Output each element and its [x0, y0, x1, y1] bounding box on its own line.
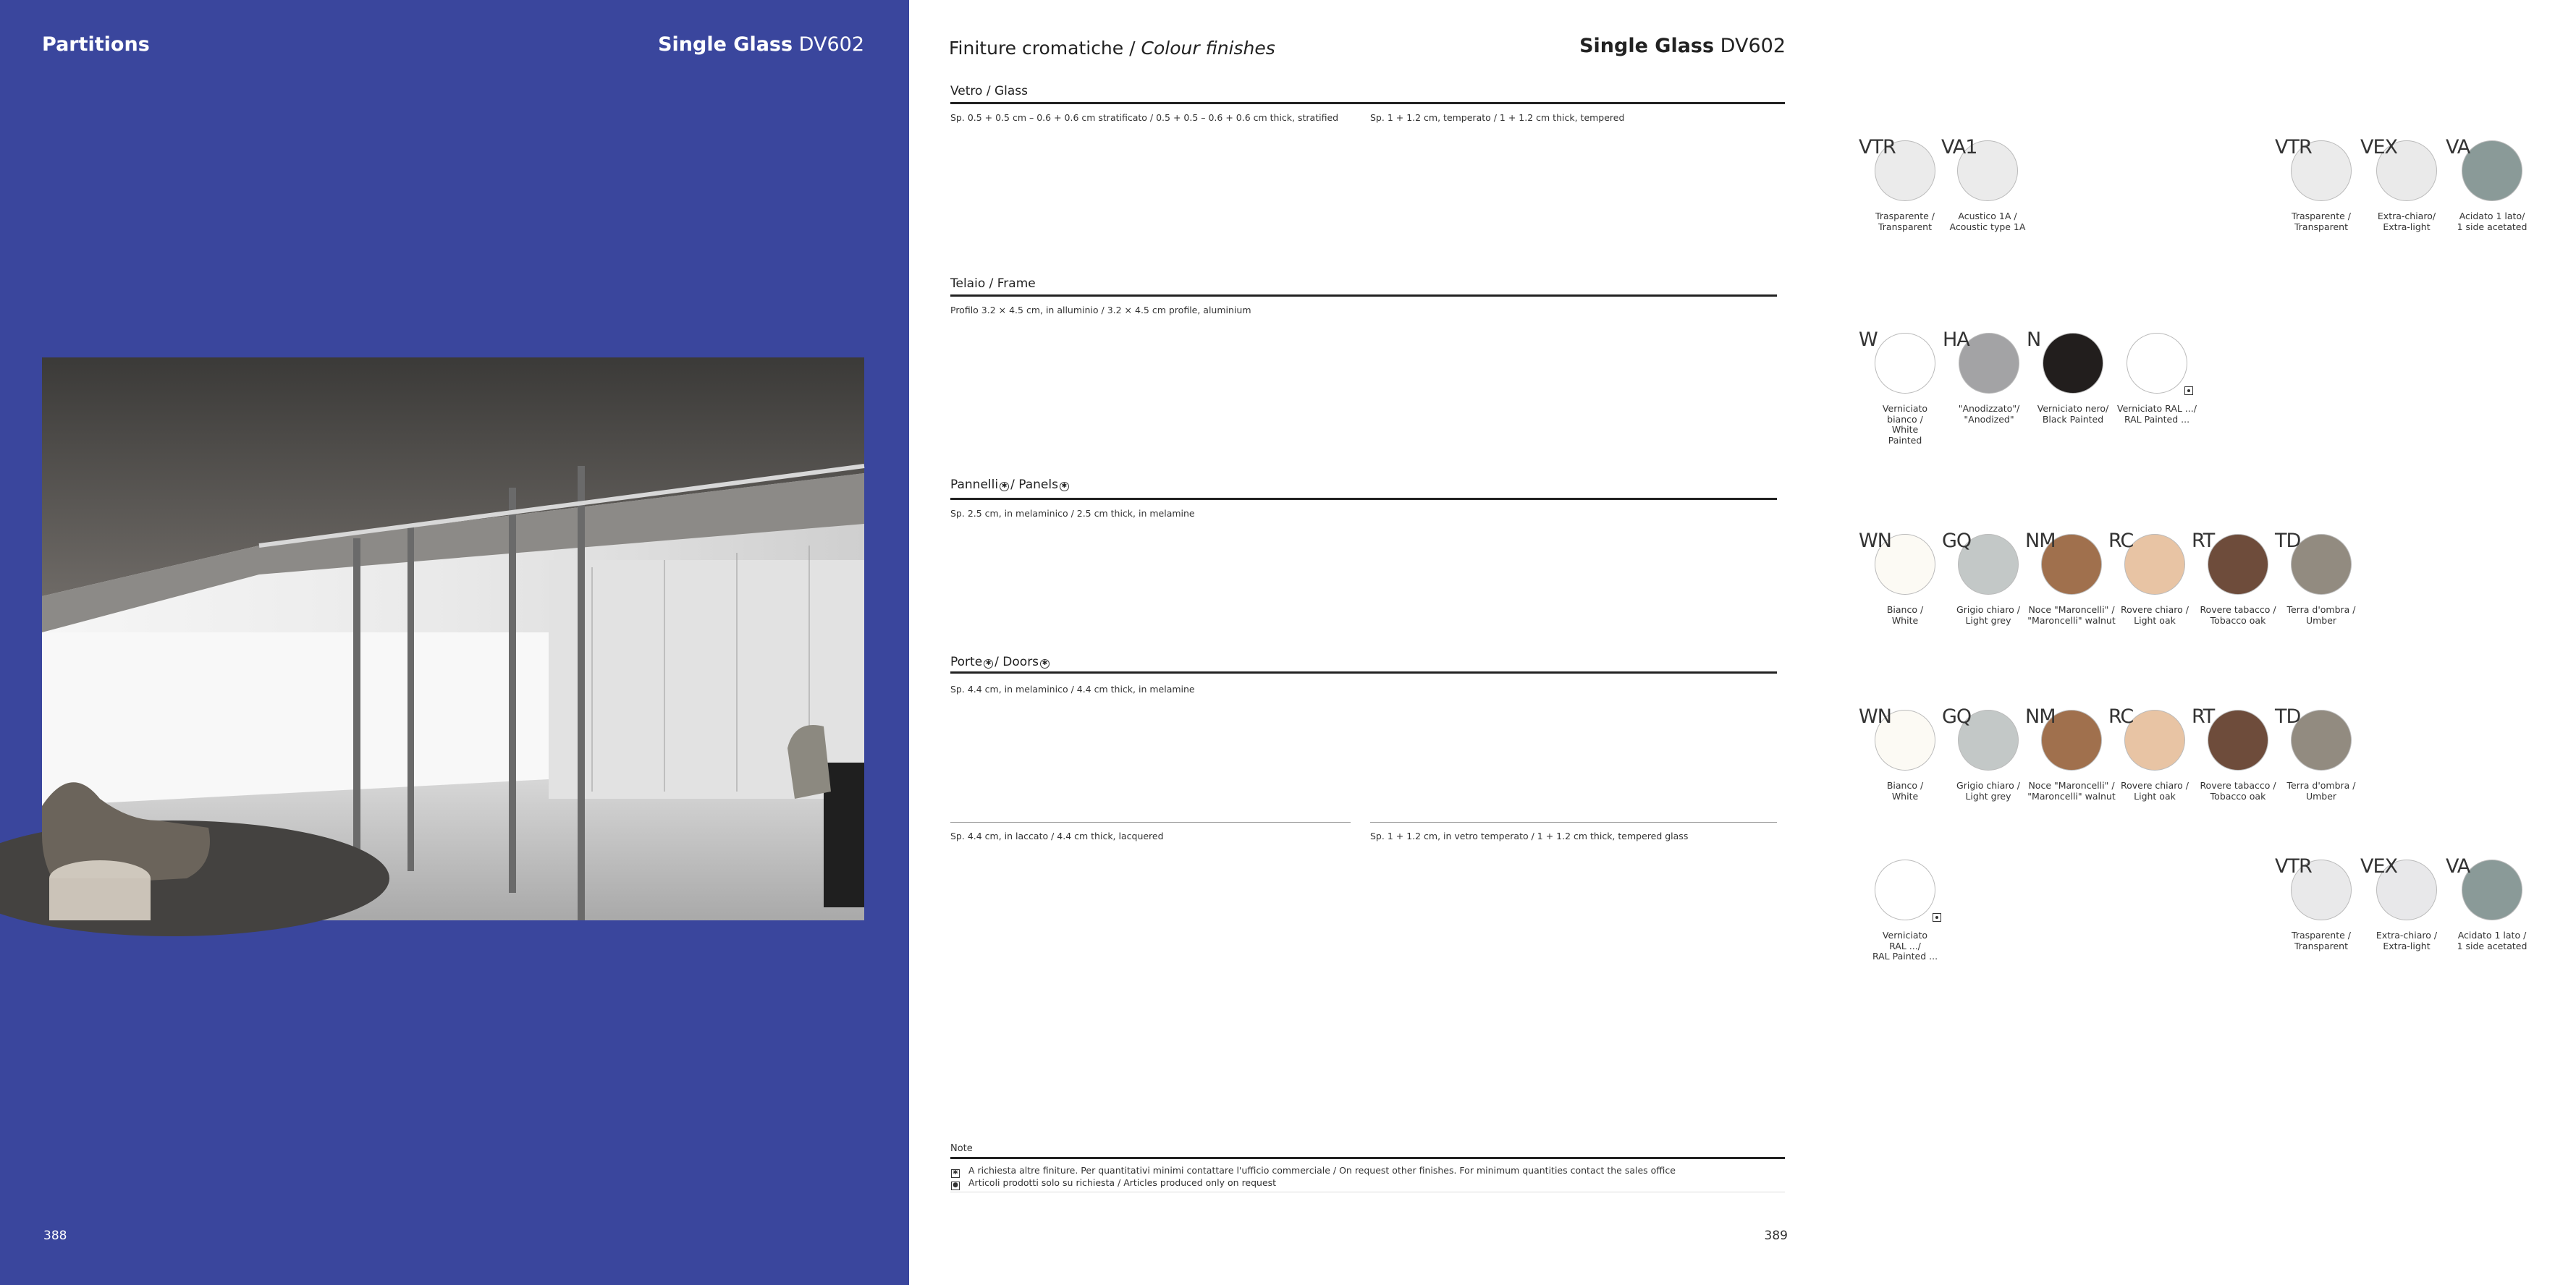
swatch-label: Extra-chiaro / Extra-light [2376, 930, 2438, 951]
swatch-color-circle [1875, 333, 1935, 394]
swatch [2446, 136, 2576, 266]
lacquer-spec: Sp. 4.4 cm, in laccato / 4.4 cm thick, lacquered [950, 831, 1164, 841]
notes-heading: Note [950, 1143, 973, 1154]
swatch [1859, 855, 1989, 985]
swatch-label: Noce "Maroncelli" / "Maroncelli" walnut [2027, 604, 2116, 626]
star-icon: ✱ [984, 659, 993, 669]
swatch-label: Rovere chiaro / Light oak [2120, 780, 2189, 802]
left-page [0, 0, 909, 1285]
swatch-code: N [2027, 328, 2041, 351]
swatch-code: TD [2275, 705, 2301, 728]
swatch-code: HA [1943, 328, 1969, 351]
panels-rule [950, 498, 1777, 500]
swatch-label: Terra d'ombra / Umber [2286, 780, 2356, 802]
swatch [1941, 136, 2072, 266]
swatch-code: RT [2192, 530, 2215, 552]
swatch-code: WN [1859, 530, 1891, 552]
note-on-request: ● Articoli prodotti solo su richiesta / Articles produced only on request [951, 1177, 1276, 1190]
page-number-right: 389 [1764, 1229, 1788, 1243]
glass-heading: Vetro / Glass [950, 84, 1029, 98]
doors-rule [950, 671, 1777, 674]
swatch-label: Rovere chiaro / Light oak [2120, 604, 2189, 626]
swatch-label: Verniciato RAL .../ RAL Painted ... [2117, 403, 2197, 425]
glass-spec-tempered: Sp. 1 + 1.2 cm, temperato / 1 + 1.2 cm thick, tempered [1370, 112, 1625, 123]
panels-heading: Pannelli ✱ / Panels ✱ [950, 478, 1070, 492]
swatch [2446, 855, 2576, 985]
swatch-code: NM [2025, 530, 2056, 552]
door-glass-rule [1370, 822, 1777, 823]
swatch-color-circle [1875, 860, 1935, 920]
swatch-color-circle [2124, 534, 2185, 595]
swatch-label: "Anodizzato"/ "Anodized" [1958, 403, 2020, 425]
frame-rule [950, 294, 1777, 297]
panels-spec: Sp. 2.5 cm, in melaminico / 2.5 cm thick, in melamine [950, 508, 1195, 519]
star-icon: ✱ [1040, 659, 1050, 669]
swatch-label: Acustico 1A / Acoustic type 1A [1949, 211, 2026, 232]
swatch-label: Terra d'ombra / Umber [2286, 604, 2356, 626]
dot-square-icon: ● [951, 1182, 960, 1190]
swatch-code: VEX [2360, 855, 2398, 878]
swatch-color-circle [2043, 333, 2103, 394]
dot-square-icon [2184, 386, 2193, 395]
swatch-code: VTR [2275, 855, 2312, 878]
doors-spec: Sp. 4.4 cm, in melaminico / 4.4 cm thick, in melamine [950, 684, 1195, 695]
swatch-code: VTR [2275, 136, 2312, 158]
swatch-color-circle [2462, 140, 2522, 201]
swatch-code: RT [2192, 705, 2215, 728]
swatch-color-circle [2462, 860, 2522, 920]
swatch-color-circle [2208, 534, 2268, 595]
swatch-label: Acidato 1 lato / 1 side acetated [2457, 930, 2528, 951]
swatch [2111, 328, 2241, 459]
swatch-code: RC [2108, 530, 2134, 552]
swatch-label: Rovere tabacco / Tobacco oak [2200, 780, 2276, 802]
frame-spec: Profilo 3.2 × 4.5 cm, in alluminio / 3.2 × 4.5 cm profile, aluminium [950, 305, 1251, 315]
star-icon: ✱ [951, 1169, 960, 1178]
swatch [2275, 705, 2405, 836]
dot-square-icon [1933, 913, 1941, 922]
swatch-code: TD [2275, 530, 2301, 552]
door-glass-spec: Sp. 1 + 1.2 cm, in vetro temperato / 1 + 1.2 cm thick, tempered glass [1370, 831, 1689, 841]
notes-rule [950, 1157, 1785, 1159]
swatch-label: Grigio chiaro / Light grey [1956, 604, 2020, 626]
product-name-left: Single Glass DV602 [658, 33, 864, 56]
swatch-label: Trasparente / Transparent [2292, 211, 2351, 232]
swatch-label: Trasparente / Transparent [2292, 930, 2351, 951]
swatch-code: VA [2446, 855, 2470, 878]
swatch-label: Acidato 1 lato/ 1 side acetated [2457, 211, 2528, 232]
page-number-left: 388 [43, 1229, 67, 1243]
swatch-label: Extra-chiaro/ Extra-light [2377, 211, 2436, 232]
doors-heading: Porte ✱ / Doors ✱ [950, 655, 1051, 669]
star-icon: ✱ [1060, 482, 1069, 491]
office-partition-photo [42, 357, 864, 920]
swatch-label: Noce "Maroncelli" / "Maroncelli" walnut [2027, 780, 2116, 802]
section-title: Partitions [42, 33, 150, 56]
swatch-code: VA1 [1941, 136, 1977, 158]
swatch-label: Bianco / White [1886, 604, 1924, 626]
swatch-code: NM [2025, 705, 2056, 728]
swatch-code: GQ [1942, 705, 1972, 728]
swatch-label: Verniciato nero/ Black Painted [2037, 403, 2109, 425]
swatch-label: Verniciato bianco / White Painted [1882, 403, 1928, 446]
star-icon: ✱ [1000, 482, 1009, 491]
swatch-code: WN [1859, 705, 1891, 728]
right-page [909, 0, 2528, 1279]
swatch-label: Trasparente / Transparent [1875, 211, 1935, 232]
swatch-code: W [1859, 328, 1878, 351]
page-title: Finiture cromatiche / Colour finishes [949, 38, 1275, 59]
swatch-color-circle [2208, 710, 2268, 771]
swatch-label: Grigio chiaro / Light grey [1956, 780, 2020, 802]
swatch-label: Verniciato RAL .../ RAL Painted ... [1872, 930, 1938, 962]
swatch-code: VA [2446, 136, 2470, 158]
swatch-code: GQ [1942, 530, 1972, 552]
swatch-label: Bianco / White [1886, 780, 1924, 802]
frame-heading: Telaio / Frame [950, 276, 1036, 291]
lacquer-rule [950, 822, 1351, 823]
swatch-label: Rovere tabacco / Tobacco oak [2200, 604, 2276, 626]
glass-rule [950, 102, 1785, 104]
swatch-code: VEX [2360, 136, 2398, 158]
swatch-color-circle [2127, 333, 2187, 394]
glass-spec-stratified: Sp. 0.5 + 0.5 cm – 0.6 + 0.6 cm stratificato / 0.5 + 0.5 – 0.6 + 0.6 cm thick, stratified [950, 112, 1339, 123]
swatch [2275, 530, 2405, 660]
swatch-code: RC [2108, 705, 2134, 728]
swatch-code: VTR [1859, 136, 1896, 158]
product-name-right: Single Glass DV602 [1579, 35, 1786, 57]
note-other-finishes: ✱ A richiesta altre finiture. Per quantitativi minimi contattare l'ufficio commerciale / On request other finishes. For minimum quantities contact the sales office [951, 1165, 1676, 1178]
swatch-color-circle [2124, 710, 2185, 771]
